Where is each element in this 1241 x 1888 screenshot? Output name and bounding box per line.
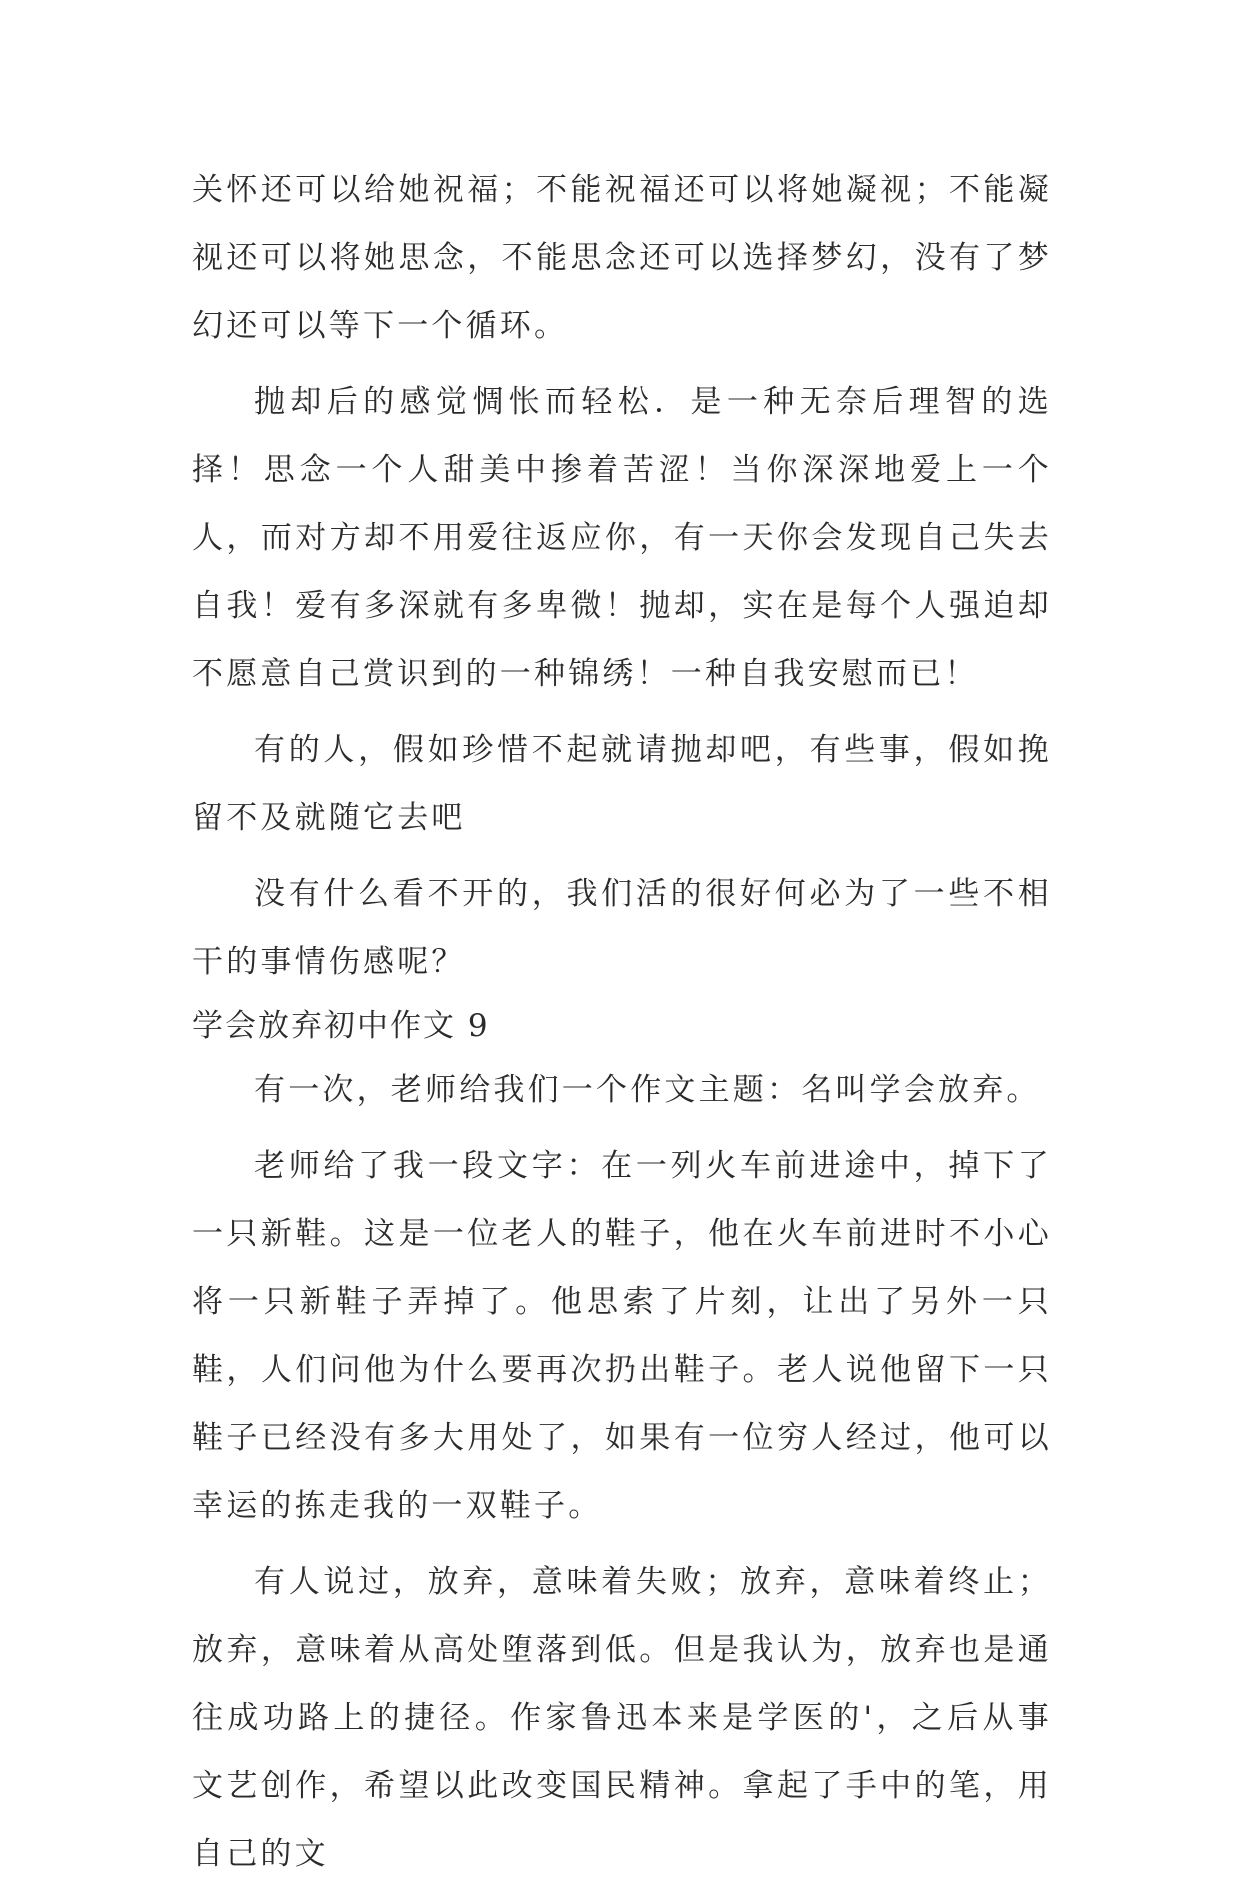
paragraph-shoe-story: 老师给了我一段文字：在一列火车前进途中，掉下了一只新鞋。这是一位老人的鞋子，他在火车前进时不小心将一只新鞋子弄掉了。他思索了片刻，让出了另外一只鞋，人们问他为什么要再次扔出鞋子。老人说他留下一只鞋子已经没有多大用处了，如果有一位穷人经过，他可以幸运的拣走我的一双鞋子。 — [192, 1148, 1052, 1524]
paragraph-abandon-feeling: 抛却后的感觉惆怅而轻松．是一种无奈后理智的选择！思念一个人甜美中掺着苦涩！当你深深地爱上一个人，而对方却不用爱往返应你，有一天你会发现自己失去自我！爱有多深就有多卑微！抛却，实在是每个人强迫却不愿意自己赏识到的一种锦绣！一种自我安慰而已！ — [192, 384, 1052, 692]
section-title: 学会放弃初中作文 9 — [192, 1008, 490, 1044]
paragraph-luxun-example: 有人说过，放弃，意味着失败；放弃，意味着终止；放弃，意味着从高处堕落到低。但是我认为，放弃也是通往成功路上的捷径。作家鲁迅本来是学医的'，之后从事文艺创作，希望以此改变国民精神。拿起了手中的笔，用自己的文 — [192, 1564, 1052, 1872]
document-body — [192, 156, 1052, 1888]
paragraph-continuation: 关怀还可以给她祝福；不能祝福还可以将她凝视；不能凝视还可以将她思念，不能思念还可以选择梦幻，没有了梦幻还可以等下一个循环。 — [192, 172, 1052, 344]
paragraph-let-go: 有的人，假如珍惜不起就请抛却吧，有些事，假如挽留不及就随它去吧 — [192, 732, 1052, 836]
paragraph-essay-topic: 有一次，老师给我们一个作文主题：名叫学会放弃。 — [254, 1072, 1041, 1108]
paragraph-no-sadness: 没有什么看不开的，我们活的很好何必为了一些不相干的事情伤感呢？ — [192, 876, 1052, 980]
